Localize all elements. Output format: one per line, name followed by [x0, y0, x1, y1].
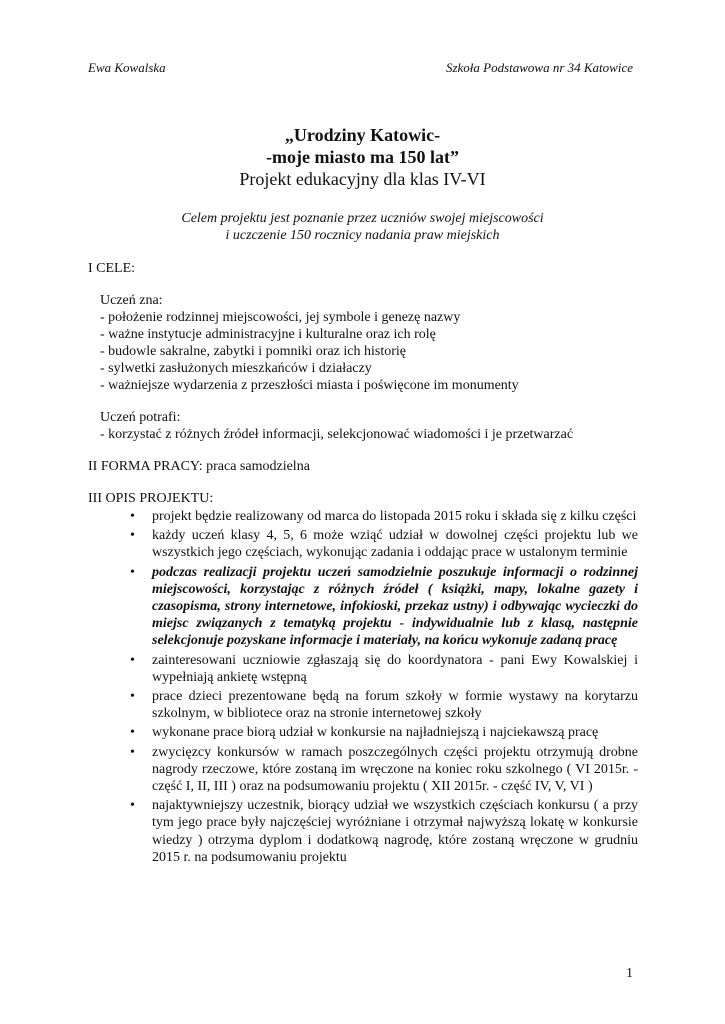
- list-item: - budowle sakralne, zabytki i pomniki oraz ich historię: [100, 344, 406, 359]
- bullet-icon: •: [130, 564, 135, 580]
- bullet-icon: •: [130, 528, 135, 544]
- list-item-text: projekt będzie realizowany od marca do listopada 2015 roku i składa się z kilku części: [152, 509, 637, 524]
- list-item: [130, 527, 638, 561]
- section-heading-opis: III OPIS PROJEKTU:: [88, 491, 214, 506]
- list-item: [130, 508, 638, 525]
- title-line-1: „Urodziny Katowic-: [284, 125, 441, 145]
- header-author: Ewa Kowalska: [88, 60, 166, 75]
- project-description-list: [130, 508, 638, 868]
- list-item: [130, 724, 638, 741]
- list-item-text: podczas realizacji projektu uczeń samodzielnie poszukuje informacji o rodzinnej miejscowości, korzystając z różnych źródeł ( książki, mapy, lokalne gazety i czasopisma, strony internetowe, infokioski, przekaz ustny) i odbywając wycieczki do miejsc związanych z tematyką projektu - indywidualnie lub z klasą, następnie selekcjonuje pozyskane informacje i materiały, na końcu wykonuje zadaną pracę: [152, 564, 638, 649]
- list-item: - położenie rodzinnej miejscowości, jej symbole i genezę nazwy: [100, 310, 461, 325]
- list-item-text: najaktywniejszy uczestnik, biorący udział we wszystkich częściach konkursu ( a przy tym jego prace były najczęściej wyróżniane i otrzymał najwyższą lokatę w konkursie wiedzy ) otrzyma dyplom i dodatkową nagrodę, które zostaną wręczone w grudniu 2015 r. na podsumowaniu projektu: [152, 798, 638, 865]
- list-item: [130, 744, 638, 796]
- list-item-text: każdy uczeń klasy 4, 5, 6 może wziąć udział w dowolnej części projektu lub we wszystkich jego częściach, wykonując zadania i oddając prace w ustalonym terminie: [152, 528, 638, 561]
- bullet-icon: •: [130, 744, 135, 760]
- list-item: - ważniejsze wydarzenia z przeszłości miasta i poświęcone im monumenty: [100, 378, 519, 393]
- section-heading-cele: I CELE:: [88, 261, 136, 276]
- list-item: [130, 652, 638, 686]
- list-item-text: wykonane prace biorą udział w konkursie na najładniejszą i najciekawszą pracę: [152, 725, 599, 741]
- aim-line-1: Celem projektu jest poznanie przez uczniów swojej miejscowości: [181, 211, 544, 226]
- page-number: 1: [626, 966, 633, 981]
- header-school: Szkoła Podstawowa nr 34 Katowice: [445, 60, 633, 75]
- list-item: [130, 688, 638, 722]
- bullet-icon: •: [130, 509, 135, 524]
- bullet-icon: •: [130, 725, 135, 741]
- title-line-2: -moje miasto ma 150 lat”: [266, 147, 459, 167]
- list-item: [130, 564, 638, 650]
- bullet-icon: •: [130, 798, 135, 814]
- potrafi-heading: Uczeń potrafi:: [100, 410, 181, 425]
- page-subtitle: Projekt edukacyjny dla klas IV-VI: [239, 169, 486, 189]
- section-heading-forma: II FORMA PRACY: praca samodzielna: [88, 459, 310, 474]
- list-item: - sylwetki zasłużonych mieszkańców i działaczy: [100, 361, 372, 376]
- list-item-text: zwycięzcy konkursów w ramach poszczególnych części projektu otrzymują drobne nagrody rzeczowe, które zostaną im wręczone na koniec roku szkolnego ( VI 2015r. - część I, II, III ) oraz na podsumowaniu projektu ( XII 2015r. - część IV, V, VI ): [152, 744, 638, 795]
- list-item: [130, 797, 638, 866]
- zna-heading: Uczeń zna:: [100, 293, 163, 308]
- list-item-text: prace dzieci prezentowane będą na forum szkoły w formie wystawy na korytarzu szkolnym, w bibliotece oraz na stronie internetowej szkoły: [152, 689, 638, 722]
- list-item: - korzystać z różnych źródeł informacji, selekcjonować wiadomości i je przetwarzać: [100, 427, 574, 442]
- aim-line-2: i uczczenie 150 rocznicy nadania praw miejskich: [225, 228, 500, 243]
- list-item: - ważne instytucje administracyjne i kulturalne oraz ich rolę: [100, 327, 436, 342]
- list-item-text: zainteresowani uczniowie zgłaszają się do koordynatora - pani Ewy Kowalskiej i wypełniają ankietę wstępną: [152, 652, 638, 685]
- bullet-icon: •: [130, 652, 135, 668]
- bullet-icon: •: [130, 689, 135, 705]
